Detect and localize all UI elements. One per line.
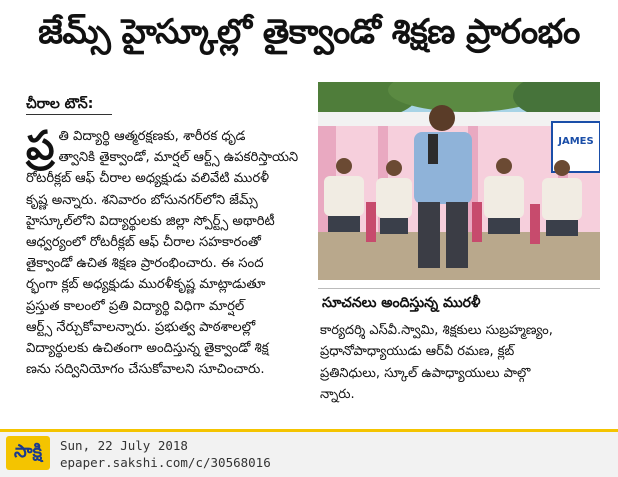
article-continuation [320, 320, 602, 406]
sakshi-logo: సాక్షి [6, 436, 50, 470]
photo-caption: సూచనలు అందిస్తున్న మురళీ [322, 295, 481, 311]
headline: జేమ్స్ హైస్కూల్లో తైక్వాండో శిక్షణ ప్రారంభం [38, 12, 580, 52]
article-body [26, 123, 310, 380]
body-line: ర్భంగా క్లబ్ అధ్యక్షుడు మురళీకృష్ణ మాట్లాడుతూ [26, 277, 266, 293]
epaper-url[interactable]: epaper.sakshi.com/c/30568016 [60, 455, 271, 470]
publication-date: Sun, 22 July 2018 [60, 438, 188, 453]
body-line: ప్రతినిధులు, స్కూల్ ఉపాధ్యాయులు పాల్గొ [320, 365, 531, 381]
body-line: ఆధ్వర్యంలో రోటరీక్లబ్ ఆఫ్ చీరాల సహకారంతో [26, 235, 261, 251]
news-photo [318, 82, 600, 280]
body-line: న్నారు. [320, 387, 355, 403]
body-line: కార్యదర్శి ఎస్‌వీ.స్వామి, శిక్షకులు సుబ్రహ్మణ్యం, [320, 323, 553, 338]
body-line: కృష్ణ అన్నారు. శనివారం బోసునగర్‌లోని జేమ్స్ [26, 192, 258, 208]
dateline-underline [26, 114, 112, 115]
drop-cap: ప్ర [26, 123, 55, 169]
banner-text: JAMES [558, 136, 594, 147]
body-line: రోటరీక్లబ్ ఆఫ్ చీరాల అధ్యక్షుడు వలివేటి మురళీ [26, 171, 270, 187]
body-line: తైక్వాండో ఉచిత శిక్షణ ప్రారంభించారు. ఈ సంద [26, 256, 264, 272]
dateline: చీరాల టౌన్: [26, 96, 94, 112]
body-line: విద్యార్థులకు ఉచితంగా అందిస్తున్న తైక్వాండో శిక్ష [26, 341, 269, 357]
body-line: ణను సద్వినియోగం చేసుకోవాలని సూచించారు. [26, 362, 265, 378]
body-line: త్వానికి తైక్వాండో, మార్షల్ ఆర్ట్స్ ఉపకరిస్తాయని [58, 150, 299, 166]
body-line: హైస్కూల్‌లోని విద్యార్థులకు జిల్లా స్పోర్ట్స్ అథారిటీ [26, 213, 275, 229]
body-line: ఆర్ట్స్ నేర్చుకోవాలన్నారు. ప్రభుత్వ పాఠశాలల్లో [26, 319, 256, 335]
caption-divider [318, 288, 600, 289]
news-photo-illustration [318, 82, 600, 280]
body-line: తి విద్యార్థి ఆత్మరక్షణకు, శారీరక ధృడ [58, 129, 246, 144]
body-line: ప్రస్తుత కాలంలో ప్రతి విద్యార్థి విధిగా మార్షల్ [26, 298, 245, 314]
body-line: ప్రధానోపాధ్యాయుడు ఆర్‌వీ రమణ, క్లబ్ [320, 344, 515, 360]
